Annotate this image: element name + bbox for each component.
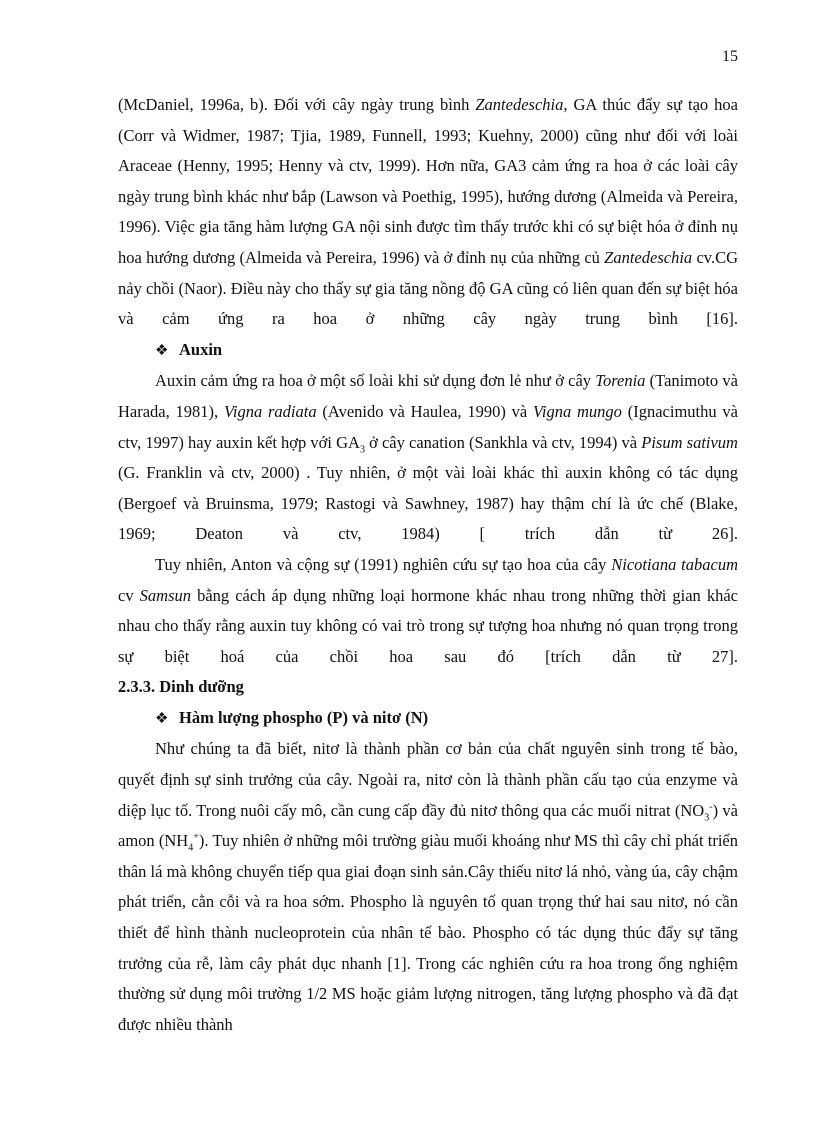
page-content [118,90,738,1040]
subheading-phospho-nito-label: Hàm lượng phospho (P) và nitơ (N) [179,707,429,727]
text-run: Auxin cảm ứng ra hoa ở một số loài khi sử dụng đơn lẻ như ở cây [155,371,596,391]
italic-term: Samsun [139,585,191,605]
text-run: (Tanimoto và Harada, 1981), [118,371,738,421]
paragraph-auxin [118,366,738,550]
text-run: cv.CG nảy chồi (Naor). Điều này cho thấy sự gia tăng nồng độ GA cũng có liên quan đến sự biệt hóa và cảm ứng ra hoa ở những cây ngày trung bình [16]. [118,247,738,329]
paragraph-nitrogen [118,734,738,1040]
superscript: + [193,831,199,843]
superscript: - [709,801,713,813]
diamond-bullet-icon: ❖ [155,710,169,727]
text-run: ở cây canation (Sankhla và ctv, 1994) và [364,432,642,452]
italic-term: Vigna radiata [224,401,317,421]
italic-term: Zantedeschia [604,247,693,267]
paragraph-gibberellin [118,90,738,335]
italic-term: Pisum sativum [641,432,738,452]
section-heading-nutrition: 2.3.3. Dinh dưỡng [118,677,244,697]
text-run: , GA thúc đẩy sự tạo hoa (Corr và Widmer, 1987; Tjia, 1989, Funnell, 1993; Kuehny, 2000) cũng như đối với loài Araceae (Henny, 1995; Henny và ctv, 1999). Hơn nữa, GA3 cảm ứng ra hoa ở các loài cây ngày trung bình khác như bắp (Lawson và Poethig, 1995), hướng dương (Almeida và Pereira, 1996). Việc gia tăng hàm lượng GA nội sinh được tìm thấy trước khi có sự biệt hóa ở đỉnh nụ hoa hướng dương (Almeida và Pereira, 1996) và ở đỉnh nụ của những củ [118,95,739,267]
text-run: bằng cách áp dụng những loại hormone khác nhau trong những thời gian khác nhau cho thấy rằng auxin tuy không có vai trò trong sự tượng hoa nhưng nó quan trọng trong sự biệt hoá của chồi hoa sau đó [trích dẫn từ 27]. [118,585,738,666]
text-run: (G. Franklin và ctv, 2000) . Tuy nhiên, ở một vài loài khác thì auxin không có tác dụng (Bergoef và Bruinsma, 1979; Rastogi và Sawhney, 1987) hay thậm chí là ức chế (Blake, 1969; Deaton và ctv, 1984) [ trích dẫn từ 26]. [118,463,738,544]
page-number: 15 [722,48,738,65]
text-run: (McDaniel, 1996a, b). Đối với cây ngày trung bình [118,95,476,114]
subscript: 4 [188,842,194,854]
subheading-auxin-label: Auxin [179,339,223,359]
text-run: cv [118,585,140,605]
paragraph-anton [118,550,738,672]
subheading-phospho-nito [118,703,738,735]
text-run: Như chúng ta đã biết, nitơ là thành phần cơ bản của chất nguyên sinh trong tế bào, quyết định sự sinh trưởng của cây. Ngoài ra, nitơ còn là thành phần cấu tạo của enzyme và diệp lục tố. Trong nuôi cấy mô, cần cung cấp đầy đủ nitơ thông qua các muối nitrat (NO [118,739,738,820]
italic-term: Torenia [595,371,646,391]
text-run: Tuy nhiên, Anton và cộng sự (1991) nghiên cứu sự tạo hoa của cây [155,554,612,574]
text-run: (Ignacimuthu và ctv, 1997) hay auxin kết hợp với GA [118,401,739,452]
diamond-bullet-icon: ❖ [155,342,169,359]
subscript: 3 [359,443,365,455]
italic-term: Vigna mungo [533,401,622,421]
italic-term: Zantedeschia [475,95,564,114]
text-run: (Avenido và Haulea, 1990) và [316,401,534,421]
subheading-auxin [118,335,738,367]
text-run: ). Tuy nhiên ở những môi trường giàu muối khoáng như MS thì cây chỉ phát triển thân lá mà không chuyển tiếp qua giai đoạn sinh sản.Cây thiếu nitơ lá nhỏ, vàng úa, cây chậm phát triển, cằn cỗi và ra hoa sớm. Phospho là nguyên tố quan trọng thứ hai sau nitơ, nó cần thiết để hình thành nucleoprotein của nhân tế bào. Phospho có tác dụng thúc đẩy sự tăng trưởng của rễ, làm cây phát dục nhanh [1]. Trong các nghiên cứu ra hoa trong ống nghiệm thường sử dụng môi trường 1/2 MS hoặc giảm lượng nitrogen, tăng lượng phospho và đã đạt được nhiều thành [118,831,739,1034]
text-run: ) và amon (NH [118,800,738,851]
subscript: 3 [704,811,710,823]
italic-term: Nicotiana tabacum [611,554,738,574]
